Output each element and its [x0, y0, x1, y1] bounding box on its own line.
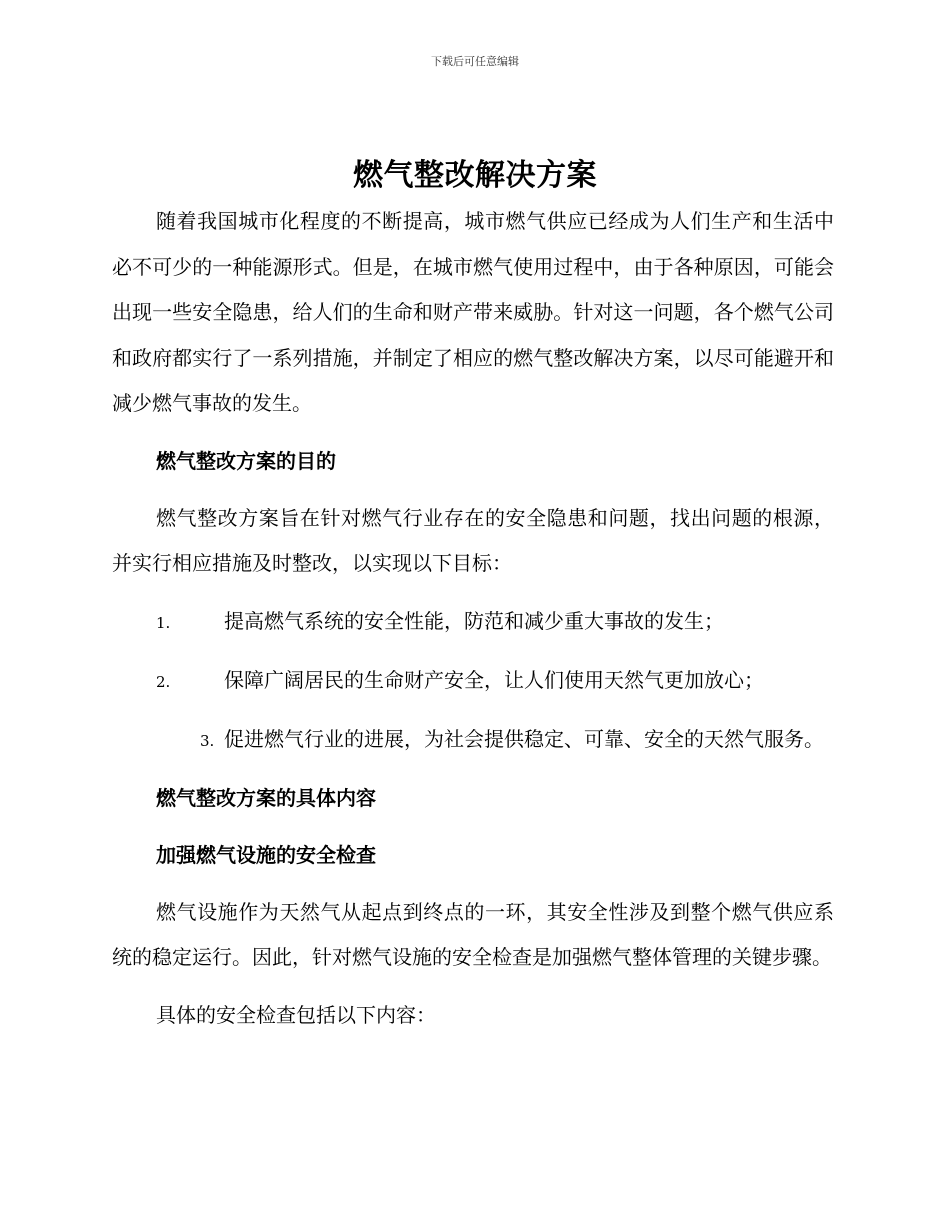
list-number: 3. — [200, 731, 215, 750]
subsection-heading-inspection: 加强燃气设施的安全检查 — [156, 842, 376, 867]
header-note: 下载后可任意编辑 — [431, 55, 519, 68]
section-heading-content: 燃气整改方案的具体内容 — [156, 785, 376, 810]
list-number: 2. — [156, 672, 171, 691]
list-text: 提高燃气系统的安全性能，防范和减少重大事故的发生； — [224, 608, 724, 633]
list-text: 保障广阔居民的生命财产安全，让人们使用天然气更加放心； — [224, 667, 764, 692]
list-text: 促进燃气行业的进展，为社会提供稳定、可靠、安全的天然气服务。 — [224, 726, 824, 751]
list-number: 1. — [156, 613, 171, 632]
document-title: 燃气整改解决方案 — [353, 158, 597, 193]
list-item — [112, 599, 834, 646]
list-item — [112, 717, 834, 764]
intro-paragraph: 随着我国城市化程度的不断提高，城市燃气供应已经成为人们生产和生活中必不可少的一种能源形式。但是，在城市燃气使用过程中，由于各种原因，可能会出现一些安全隐患，给人们的生命和财产带来威胁。针对这一问题，各个燃气公司和政府都实行了一系列措施，并制定了相应的燃气整改解决方案，以尽可能避开和减少燃气事故的发生。 — [112, 209, 834, 415]
inspection-paragraph: 燃气设施作为天然气从起点到终点的一环，其安全性涉及到整个燃气供应系统的稳定运行。因此，针对燃气设施的安全检查是加强燃气整体管理的关键步骤。 — [112, 899, 834, 969]
purpose-paragraph: 燃气整改方案旨在针对燃气行业存在的安全隐患和问题，找出问题的根源，并实行相应措施及时整改，以实现以下目标： — [112, 505, 834, 575]
document-body — [112, 199, 834, 1038]
inspection-list-intro: 具体的安全检查包括以下内容： — [156, 1002, 436, 1027]
section-heading-purpose: 燃气整改方案的目的 — [156, 448, 336, 473]
list-item — [112, 658, 834, 705]
